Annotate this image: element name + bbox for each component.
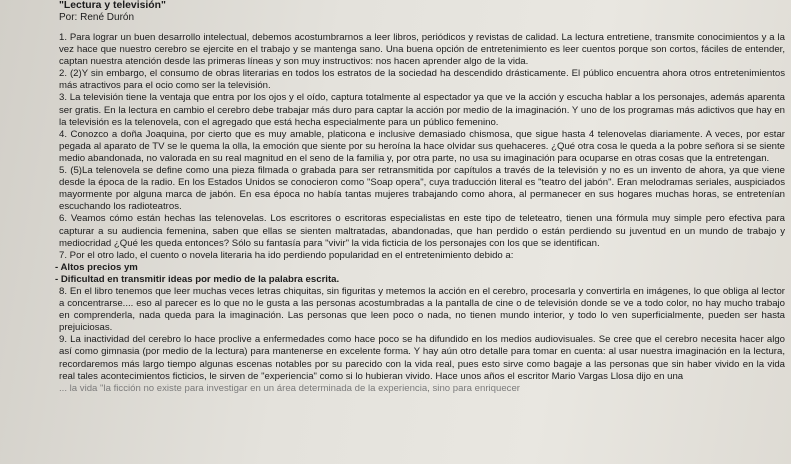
paragraph-6: 6. Veamos cómo están hechas las telenovelas. Los escritores o escritoras especialistas en este tipo de teleteatro, tienen una fórmula muy simple pero efectiva para capturar a su audiencia femenina, saben que ellas se sienten maltratadas, abandonadas, que han perdido o están perdiendo su juventud en un mundo de trabajo y mediocridad ¿Qué les queda entonces? Sólo su fantasía para "vivir" la vida ficticia de los personajes con los que se identifican. xyxy=(59,213,785,249)
bullet-1: - Altos precios ym xyxy=(55,261,138,273)
document-title: "Lectura y televisión" xyxy=(59,0,166,11)
paragraph-7: 7. Por el otro lado, el cuento o novela literaria ha ido perdiendo popularidad en el entretenimiento debido a: xyxy=(59,249,514,261)
bullet-2: - Dificultad en transmitir ideas por medio de la palabra escrita. xyxy=(55,273,340,285)
document-author: Por: René Durón xyxy=(59,12,135,23)
paragraph-4: 4. Conozco a doña Joaquina, por cierto que es muy amable, platicona e inclusive demasiado chismosa, que sigue hasta 4 telenovelas diariamente. A veces, por estar pegada al aparato de TV se le quema la olla, la emoción que siente por su heroína la hace olvidar sus quehaceres. ¿Qué otra cosa le queda a la pobre señora si se siente medio abandonada, no valorada en su real magnitud en el seno de la familia y, por otra parte, no usa su imaginación para ocuparse en otras cosas que la entretengan. xyxy=(59,128,785,164)
paragraph-2: 2. (2)Y sin embargo, el consumo de obras literarias en todos los estratos de la sociedad ha descendido drásticamente. El público encuentra ahora otros entretenimientos más atractivos para el ocio como ser la televisión. xyxy=(59,68,785,92)
cutoff-line: ... la vida "la ficción no existe para investigar en un área determinada de la experiencia, sino para enriquecer xyxy=(59,382,520,394)
paragraph-9: 9. La inactividad del cerebro lo hace proclive a enfermedades como hace poco se ha difundido en los medios audiovisuales. Se cree que el cerebro necesita hacer algo así como gimnasia (por medio de la lectura) para mantenerse en excelente forma. Y hay aún otro detalle para tomar en cuenta: al usar nuestra imaginación en la lectura, recordaremos más largo tiempo algunas escenas notables por su parecido con la vida real, pues esto sirve como bagaje a las personas que sin haber vivido en la vida real tales acontecimientos ficticios, le sirven de "experiencia" como si lo hubieran vivido. Hace unos años el escritor Mario Vargas Llosa dijo en una xyxy=(59,334,785,382)
paragraph-8: 8. En el libro tenemos que leer muchas veces letras chiquitas, sin figuritas y metemos la acción en el cerebro, procesarla y convertirla en imágenes, lo que obliga al lector a concentrarse.... eso al parecer es lo que no le gusta a las personas acostumbradas a la pantalla de cine o de televisión donde se ve a todo color, no hay mucho trabajo en comprenderla, nada queda para la imaginación. Las personas que leen poco o nada, no tienen mundo interior, y todo lo ven superficialmente, pueden ser hasta prejuiciosas. xyxy=(59,285,785,334)
paragraph-5: 5. (5)La telenovela se define como una pieza filmada o grabada para ser retransmitida por capítulos a través de la televisión y no es un invento de ahora, ya que viene desde la época de la radio. En los Estados Unidos se conocieron como "Soap opera", cuya traducción literal es "teatro del jabón". Eran melodramas seriales, auspiciados mayormente por alguna marca de jabón. En esa época no había tantas mujeres trabajando como ahora, al permanecer en sus hogares muchas horas, se entretenían escuchando los radioteatros. xyxy=(59,165,785,213)
paragraph-1: 1. Para lograr un buen desarrollo intelectual, debemos acostumbrarnos a leer libros, periódicos y revistas de calidad. La lectura entretiene, transmite conocimientos y a la vez hace que nuestro cerebro se ejercite en el trabajo y se mantenga sano. Una buena opción de entretenimiento es leer cuentos porque son cortos, fáciles de entender, captan nuestra atención desde las primeras líneas y son muy instructivos: nos hacen aprender algo de la vida. xyxy=(59,32,785,68)
paragraph-3: 3. La televisión tiene la ventaja que entra por los ojos y el oído, captura totalmente al espectador ya que ve la acción y escucha hablar a los personajes, además aparenta ser gratis. En la lectura en cambio el cerebro debe trabajar más duro para captar la acción por medio de la imaginación. Y uno de los programas más adictivos que hay en la televisión es la telenovela, con el agregado que está hecha especialmente para un público femenino. xyxy=(59,92,785,128)
document-content xyxy=(55,0,785,395)
